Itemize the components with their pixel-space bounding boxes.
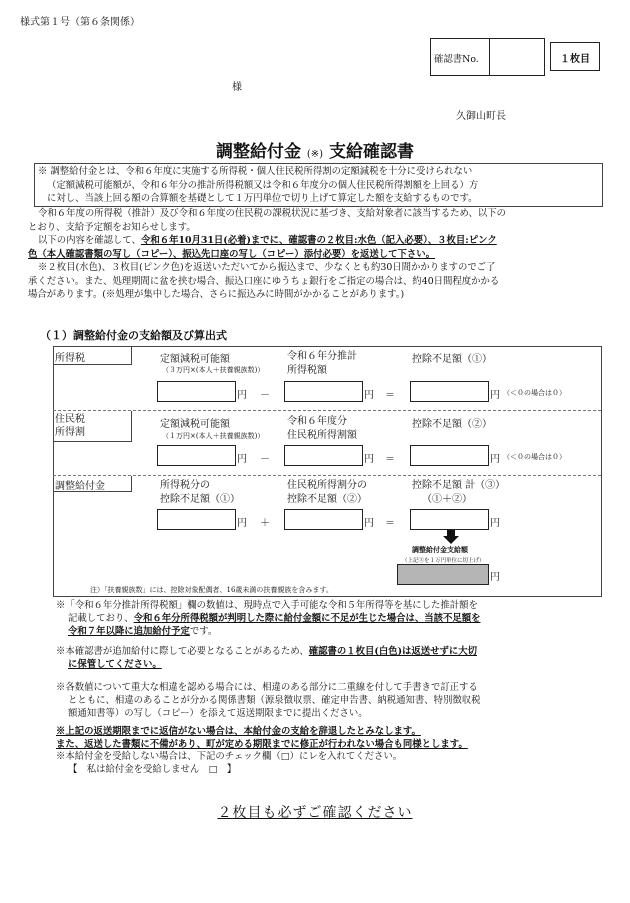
resident-col1-title: 定額減税可能額	[160, 419, 230, 430]
adjust-input-3[interactable]	[410, 509, 489, 530]
down-arrow-icon	[443, 530, 459, 544]
addressee-suffix: 様	[232, 82, 242, 93]
income-col1-sub: （３万円×(本人＋扶養親族数)）	[162, 366, 265, 374]
adjust-col2-title: 住民税所得割分の 控除不足額（②）	[287, 480, 367, 505]
currency-label: 円	[237, 518, 247, 529]
row-separator	[53, 410, 601, 411]
adjust-input-2[interactable]	[284, 509, 363, 530]
income-input-2[interactable]	[284, 381, 363, 402]
currency-label: 円	[490, 572, 500, 583]
form-number: 様式第１号（第６条関係）	[20, 17, 140, 28]
resident-col3-title: 控除不足額（②）	[412, 419, 492, 430]
row-label-resident-tax: 住民税 所得割	[53, 411, 132, 442]
footer-reminder: ２枚目も必ずご確認ください	[217, 805, 413, 821]
row-label-income-tax: 所得税	[53, 346, 132, 365]
decline-checkbox-line[interactable]: 【 私は給付金を受給しません □ 】	[68, 763, 237, 775]
resident-input-3[interactable]	[410, 445, 489, 466]
definition-note: ※ 調整給付金とは、令和６年度に実施する所得税・個人住民税所得割の定額減税を十分に受けられない （定額減税可能額が、令和６年分の推計所得税額又は令和６年度分の個人住民税所得割額を上回る）方 に対し、当該上回る額の合算額を基礎として１万円単位で切り上げて算定した額を支給するものです。	[38, 166, 479, 204]
currency-label: 円	[364, 518, 374, 529]
currency-label: 円	[490, 390, 500, 401]
confirm-no-box	[430, 38, 545, 76]
page-title: 調整給付金 (※) 支給確認書	[215, 142, 415, 162]
table-note: 注）「扶養親族数」には、控除対象配偶者、16歳未満の扶養親族を含みます。	[90, 586, 333, 594]
currency-label: 円	[364, 390, 374, 401]
resident-col2-title: 令和６年度分 住民税所得割額	[287, 416, 357, 441]
intro-text: 令和６年度の所得税（推計）及び令和６年度の住民税の課税状況に基づき、支給対象者に該当するため、以下の とおり、支給予定額をお知らせします。 以下の内容を確認して、令和６年10月31日(必着)までに、確認書の２枚目:水色（記入必要）、３枚目:ピンク 色（本人確認書類の写し（コピー）、振込先口座の写し（コピー）添付必要）を返送して下さい。 ※２枚目(水色)、３枚目(ピンク色)を返送いただいてから振込まで、少なくとも約30日間かかりますのでご了 承ください。また、処理期間に盆を挟む場合、振込口座にゆうちょ銀行をご指定の場合は、約40日間程度かかる 場合があります。(※処理が集中した場合、さらに振込みに時間がかかることがあります。)	[28, 208, 507, 300]
equals-operator: ＝	[385, 518, 395, 529]
resident-input-1[interactable]	[157, 445, 236, 466]
income-input-1[interactable]	[157, 381, 236, 402]
equals-operator: ＝	[385, 390, 395, 401]
adjust-col1-title: 所得税分の 控除不足額（①）	[160, 480, 240, 505]
note-keep: ※本確認書が追加給付に際して必要となることがあるため、確認書の１枚目(白色)は返送せずに大切 に保管してください。	[56, 646, 478, 670]
resident-col1-sub: （１万円×(本人＋扶養親族数)）	[162, 432, 265, 440]
note-deadline: ※上記の返送期限までに返信がない場合は、本給付金の支給を辞退したとみなします。 また、返送した書類に不備があり、町が定める期限までに修正が行われない場合も同様とします。 ※本給付金を受給しない場合は、下記のチェック欄（□）にレを入れてください。 【 私は給付金を受給しません □ 】	[56, 726, 468, 775]
currency-label: 円	[490, 454, 500, 465]
section-heading: （１）調整給付金の支給額及び算出式	[40, 329, 227, 342]
page-badge: １枚目	[550, 42, 600, 71]
minus-operator: －	[260, 390, 270, 401]
resident-input-2[interactable]	[284, 445, 363, 466]
currency-label: 円	[237, 454, 247, 465]
row-label-adjustment: 調整給付金	[53, 476, 132, 492]
confirm-no-divider	[489, 39, 490, 75]
income-col3-title: 控除不足額（①）	[412, 354, 492, 365]
currency-label: 円	[364, 454, 374, 465]
currency-label: 円	[237, 390, 247, 401]
equals-operator: ＝	[385, 454, 395, 465]
note-estimate: ※「令和６年分推計所得税額」欄の数値は、現時点で入手可能な令和５年所得等を基にした推計額を 記載しており、令和６年分所得税額が判明した際に給付金額に不足が生じた場合は、当該不足額を 令和７年以降に追加給付予定です。	[56, 600, 481, 637]
income-input-3[interactable]	[410, 381, 489, 402]
final-amount-title: 調整給付金支給額	[412, 545, 468, 554]
final-amount-sub: （上記③を１万円単位に切上げ）	[402, 558, 485, 564]
final-amount-field[interactable]	[397, 564, 489, 585]
issuer: 久御山町長	[456, 111, 506, 122]
income-col1-title: 定額減税可能額	[160, 354, 230, 365]
row-separator	[53, 475, 601, 476]
note-correction: ※各数値について重大な相違を認める場合には、相違のある部分に二重線を付して手書きで訂正する とともに、相違のあることが分かる関係書類（源泉徴収票、確定申告書、納税通知書、特別徴収税 額通知書等）の写し（コピー）を添えて返送期限までに提出ください。	[56, 682, 481, 719]
minus-operator: －	[260, 454, 270, 465]
definition-note-box	[34, 163, 603, 207]
plus-operator: ＋	[260, 518, 270, 529]
adjust-col3-title: 控除不足額 計（③） （①＋②）	[412, 480, 506, 505]
currency-label: 円	[490, 518, 500, 529]
income-aside: （＜０の場合は０）	[503, 389, 566, 397]
confirm-no-label: 確認書No.	[434, 54, 479, 65]
income-col2-title: 令和６年分推計 所得税額	[287, 351, 357, 376]
adjust-input-1[interactable]	[157, 509, 236, 530]
resident-aside: （＜０の場合は０）	[503, 453, 566, 461]
